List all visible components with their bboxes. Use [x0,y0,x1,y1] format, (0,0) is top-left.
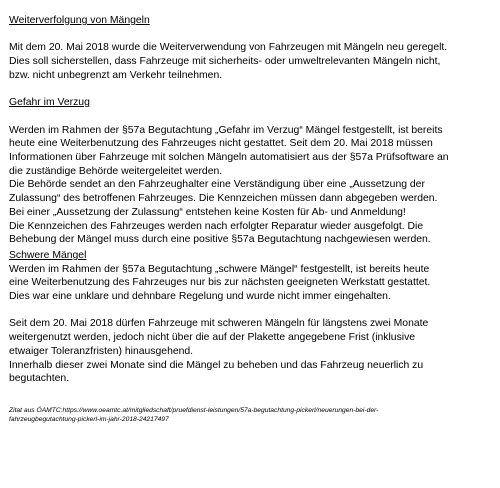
text-line: Mit dem 20. Mai 2018 wurde die Weiterverwendung von Fahrzeugen mit Mängeln neu geregelt. [9,42,448,54]
text-line: heute eine Weiterbenutzung des Fahrzeuges nicht gestattet. Seit dem 20. Mai 2018 müssen [9,138,433,150]
text-line: begutachten. [9,373,70,385]
text-line: Behebung der Mängel muss durch eine positive §57a Begutachtung nachgewiesen werden. [9,234,431,246]
text-line: weitergenutzt werden, jedoch nicht über die auf der Plakette angegebene Frist (inklusive [9,332,416,344]
section-heading-intro: Weiterverfolgung von Mängeln [9,15,150,26]
paragraph-schwere-2 [9,317,493,386]
text-line: etwaiger Toleranzfristen) hinausgehend. [9,345,194,357]
text-line: bzw. nicht unbegrenzt am Verkehr teilnehmen. [9,69,223,81]
text-line: Werden im Rahmen der §57a Begutachtung „Gefahr im Verzug“ Mängel festgestellt, ist bereits [9,124,443,136]
text-line: Die Kennzeichen des Fahrzeuges werden nach erfolgter Reparatur wieder ausgefolgt. Die [9,220,424,232]
text-line: Zulassung“ des betroffenen Fahrzeuges. Die Kennzeichen müssen dann abgegeben werden. [9,193,438,205]
paragraph-gefahr [9,124,493,247]
text-line: Werden im Rahmen der §57a Begutachtung „schwere Mängel“ festgestellt, ist bereits heute [9,263,430,275]
paragraph-intro [9,41,493,82]
text-line: Seit dem 20. Mai 2018 dürfen Fahrzeuge mit schweren Mängeln für längstens zwei Monate [9,318,429,330]
section-heading-gefahr: Gefahr im Verzug [9,97,90,109]
text-line: Dies soll sicherstellen, dass Fahrzeuge mit sicherheits- oder umweltrelevanten Mängeln nicht, [9,56,441,68]
text-line: Die Behörde sendet an den Fahrzeughalter eine Verständigung über eine „Aussetzung der [9,179,425,191]
citation-line: fahrzeugbegutachtung-pickerl-im-jahr-2018-24217497 [9,416,169,423]
text-line: Dies war eine unklare und dehnbare Regelung und wurde nicht immer eingehalten. [9,291,391,303]
text-line: eine Weiterbenutzung des Fahrzeuges nur bis zur nächsten geeigneten Werkstatt gestattet. [9,277,431,289]
text-line: Informationen über Fahrzeuge mit solchen Mängeln automatisiert aus der §57a Prüfsoftware an [9,151,449,163]
text-line: die zuständige Behörde weitergeleitet werden. [9,165,223,177]
text-line: Innerhalb dieser zwei Monate sind die Mängel zu beheben und das Fahrzeug neuerlich zu [9,359,424,371]
source-citation [9,406,378,424]
text-line: Bei einer „Aussetzung der Zulassung“ entstehen keine Kosten für Ab- und Anmeldung! [9,206,406,218]
section-heading-schwere: Schwere Mängel [9,249,87,261]
document-body [9,14,493,386]
paragraph-schwere-1 [9,263,493,304]
citation-line: Zitat aus ÖAMTC:https://www.oeamtc.at/mitgliedschaft/pruefdienst-leistungen/57a-begutachtung-pickerl/neuerungen-bei-der- [9,407,379,414]
